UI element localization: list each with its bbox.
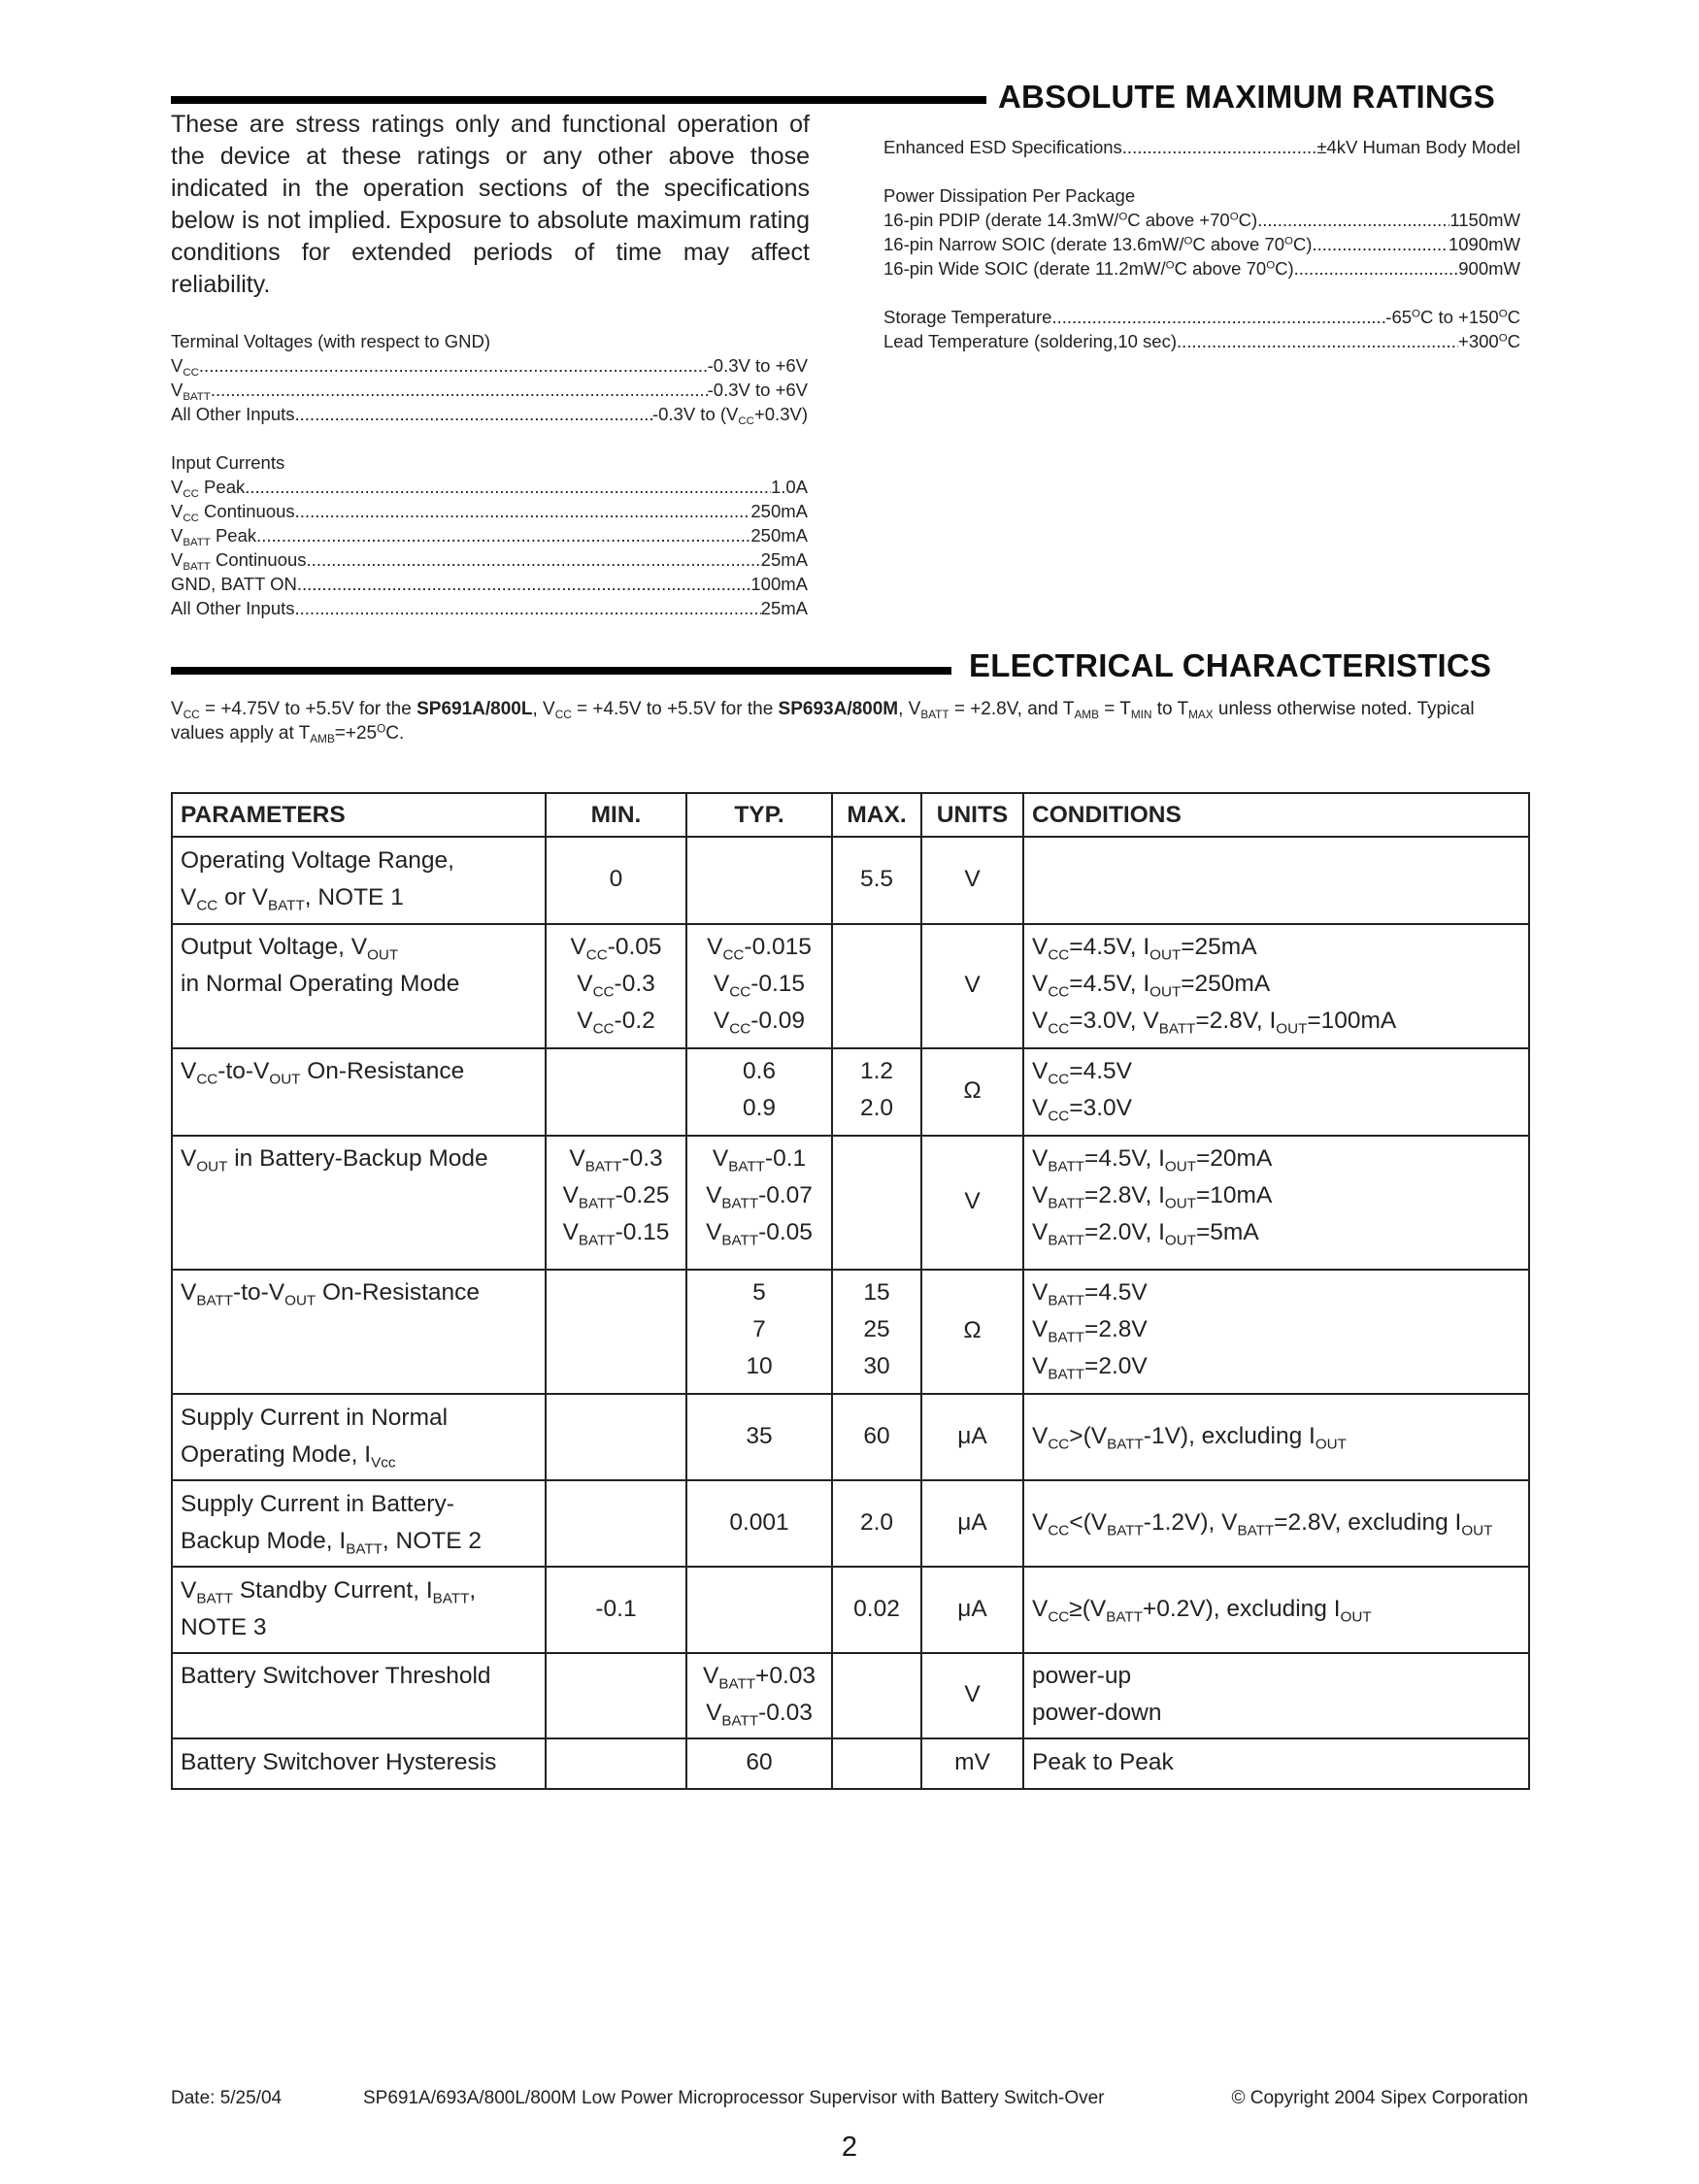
cell-typ: 60 bbox=[686, 1738, 832, 1789]
spec-line-narrow-soic: 16-pin Narrow SOIC (derate 13.6mW/$^O$C above $70^OC$) ..... 1090mW bbox=[883, 232, 1520, 256]
stress-ratings-text: These are stress ratings only and functional operation of the device at these ratings or any other above those indicated in the operation sections of the specifications below is not implied. Exposure to absolute maximum rating conditions for extended periods of time may affect reliability. bbox=[171, 111, 810, 298]
cell-typ bbox=[686, 837, 832, 924]
cell-max bbox=[832, 924, 921, 1048]
spec-line-vcc-continuous: $V_{CC}$ Continuous ..... 250mA bbox=[171, 499, 808, 523]
cell-units: V bbox=[921, 1136, 1023, 1270]
cell-conditions: power-up power-down bbox=[1023, 1653, 1529, 1738]
cell-max: 60 bbox=[832, 1394, 921, 1480]
cell-parameter: Output Voltage, $V_{OUT}$ in Normal Operating Mode bbox=[172, 924, 546, 1048]
spec-line-vbatt: $V_{BATT}$ ..... -0.3V to +6V bbox=[171, 378, 808, 402]
cell-conditions: Peak to Peak bbox=[1023, 1738, 1529, 1789]
footer-title: SP691A/693A/800L/800M Low Power Microprocessor Supervisor with Battery Switch-Over bbox=[363, 2088, 1105, 2108]
header-conditions: CONDITIONS bbox=[1023, 793, 1529, 837]
elec-char-rule bbox=[171, 667, 951, 675]
table-row bbox=[172, 1653, 1529, 1738]
cell-conditions: $V_{CC}<(V_{BATT}-1.2V)$, $V_{BATT}=2.8V$, excluding $I_{OUT}$ bbox=[1023, 1480, 1529, 1567]
cell-max: 0.02 bbox=[832, 1567, 921, 1653]
cell-min bbox=[546, 1653, 686, 1738]
esd-power-block bbox=[883, 135, 1520, 353]
cell-conditions bbox=[1023, 837, 1529, 924]
cell-parameter: Battery Switchover Threshold bbox=[172, 1653, 546, 1738]
cell-conditions: $V_{CC}=4.5V$, $I_{OUT}=25mA$ $V_{CC}=4.5V$, $I_{OUT}=250mA$ $V_{CC}=3.0V$, $V_{BATT}=2.8V$, $I_{OUT}=100mA$ bbox=[1023, 924, 1529, 1048]
cell-parameter: Supply Current in Battery- Backup Mode, $I_{BATT}$, NOTE 2 bbox=[172, 1480, 546, 1567]
spec-line-other-inputs: All Other Inputs ..... -0.3V to $(V_{CC}+0.3V)$ bbox=[171, 402, 808, 426]
abs-max-rule bbox=[171, 96, 986, 104]
cell-conditions: $V_{CC}>(V_{BATT}-1V)$, excluding $I_{OUT}$ bbox=[1023, 1394, 1529, 1480]
cell-max: 1.2 2.0 bbox=[832, 1048, 921, 1136]
cell-max bbox=[832, 1136, 921, 1270]
cell-conditions: $V_{BATT}=4.5V$, $I_{OUT}=20mA$ $V_{BATT}=2.8V$, $I_{OUT}=10mA$ $V_{BATT}=2.0V$, $I_{OUT}=5mA$ bbox=[1023, 1136, 1529, 1270]
cell-conditions: $V_{CC}=4.5V$ $V_{CC}=3.0V$ bbox=[1023, 1048, 1529, 1136]
spec-line-pdip: 16-pin PDIP (derate 14.3mW/$^O$C above $+70^OC$) ..... 1150mW bbox=[883, 208, 1520, 232]
table-row bbox=[172, 1394, 1529, 1480]
cell-max: 2.0 bbox=[832, 1480, 921, 1567]
spec-line-wide-soic: 16-pin Wide SOIC (derate 11.2mW/$^O$C above $70^OC$) ..... 900mW bbox=[883, 256, 1520, 281]
spec-line-vcc: $V_{CC}$ ..... -0.3V to +6V bbox=[171, 353, 808, 378]
cell-min: $V_{CC}-0.05$ $V_{CC}-0.3$ $V_{CC}-0.2$ bbox=[546, 924, 686, 1048]
cell-typ: $V_{BATT}+0.03$ $V_{BATT}-0.03$ bbox=[686, 1653, 832, 1738]
table-row bbox=[172, 924, 1529, 1048]
cell-min bbox=[546, 1048, 686, 1136]
terminal-voltages-header: Terminal Voltages (with respect to GND) bbox=[171, 331, 491, 351]
page-number: 2 bbox=[841, 2132, 858, 2163]
spec-line-storage-temp: Storage Temperature ..... $-65^OC$ to $+150^OC$ bbox=[883, 305, 1520, 329]
spec-line-gnd-batt-on: GND, BATT ON ..... 100mA bbox=[171, 572, 808, 596]
cell-units: μA bbox=[921, 1567, 1023, 1653]
table-header-row bbox=[172, 793, 1529, 837]
table-row bbox=[172, 1738, 1529, 1789]
cell-typ: 0.6 0.9 bbox=[686, 1048, 832, 1136]
cell-parameter: Supply Current in Normal Operating Mode, $I_{Vcc}$ bbox=[172, 1394, 546, 1480]
header-min: MIN. bbox=[546, 793, 686, 837]
spec-line-esd: Enhanced ESD Specifications ..... ±4kV Human Body Model bbox=[883, 135, 1520, 159]
cell-parameter: Battery Switchover Hysteresis bbox=[172, 1738, 546, 1789]
cell-units: V bbox=[921, 924, 1023, 1048]
cell-typ: 0.001 bbox=[686, 1480, 832, 1567]
cell-max bbox=[832, 1738, 921, 1789]
cell-min: $V_{BATT}-0.3$ $V_{BATT}-0.25$ $V_{BATT}-0.15$ bbox=[546, 1136, 686, 1270]
terminal-voltages-block bbox=[171, 329, 808, 620]
table-row bbox=[172, 1048, 1529, 1136]
cell-min: -0.1 bbox=[546, 1567, 686, 1653]
cell-conditions: $V_{BATT}=4.5V$ $V_{BATT}=2.8V$ $V_{BATT}=2.0V$ bbox=[1023, 1270, 1529, 1394]
cell-typ: 5 7 10 bbox=[686, 1270, 832, 1394]
cell-min bbox=[546, 1394, 686, 1480]
cell-max: 15 25 30 bbox=[832, 1270, 921, 1394]
spec-line-all-other-inputs: All Other Inputs ..... 25mA bbox=[171, 596, 808, 620]
cell-units: V bbox=[921, 1653, 1023, 1738]
cell-min: 0 bbox=[546, 837, 686, 924]
cell-parameter: $V_{BATT}$ Standby Current, $I_{BATT}$, NOTE 3 bbox=[172, 1567, 546, 1653]
cell-conditions: $V_{CC}\ge(V_{BATT}+0.2V)$, excluding $I_{OUT}$ bbox=[1023, 1567, 1529, 1653]
header-typ: TYP. bbox=[686, 793, 832, 837]
input-currents-header: Input Currents bbox=[171, 452, 285, 473]
elec-char-title: ELECTRICAL CHARACTERISTICS bbox=[969, 647, 1492, 683]
cell-max: 5.5 bbox=[832, 837, 921, 924]
footer-copyright: © Copyright 2004 Sipex Corporation bbox=[1231, 2088, 1528, 2108]
elec-char-note: $V_{CC} = +4.75V$ to +5.5V for the SP691A/800L, $V_{CC} = +4.5V$ to +5.5V for the SP693A/800M, $V_{BATT} = +2.8V$, and $T_{AMB} = T_{MIN}$ to $T_{MAX}$ unless otherwise noted. Typical values apply at $T_{AMB}=+25^OC$. bbox=[171, 699, 1475, 746]
cell-units: V bbox=[921, 837, 1023, 924]
header-units: UNITS bbox=[921, 793, 1023, 837]
table-row bbox=[172, 1480, 1529, 1567]
cell-parameter: $V_{OUT}$ in Battery-Backup Mode bbox=[172, 1136, 546, 1270]
header-parameters: PARAMETERS bbox=[172, 793, 546, 837]
cell-min bbox=[546, 1738, 686, 1789]
spec-line-vbatt-peak: $V_{BATT}$ Peak ..... 250mA bbox=[171, 523, 808, 547]
abs-max-title: ABSOLUTE MAXIMUM RATINGS bbox=[998, 79, 1495, 115]
table-row bbox=[172, 1136, 1529, 1270]
cell-parameter: $V_{CC}-to-V_{OUT}$ On-Resistance bbox=[172, 1048, 546, 1136]
cell-typ: 35 bbox=[686, 1394, 832, 1480]
cell-typ bbox=[686, 1567, 832, 1653]
cell-typ: $V_{BATT}-0.1$ $V_{BATT}-0.07$ $V_{BATT}-0.05$ bbox=[686, 1136, 832, 1270]
power-dissipation-header: Power Dissipation Per Package bbox=[883, 185, 1136, 206]
cell-units: mV bbox=[921, 1738, 1023, 1789]
table-row bbox=[172, 837, 1529, 924]
footer-date: Date: 5/25/04 bbox=[171, 2088, 283, 2108]
cell-parameter: $V_{BATT}-to-V_{OUT}$ On-Resistance bbox=[172, 1270, 546, 1394]
spec-line-lead-temp: Lead Temperature (soldering,10 sec) ..... $+300^OC$ bbox=[883, 329, 1520, 353]
cell-units: Ω bbox=[921, 1048, 1023, 1136]
table-row bbox=[172, 1270, 1529, 1394]
cell-parameter: Operating Voltage Range, $V_{CC}$ or $V_{BATT}$, NOTE 1 bbox=[172, 837, 546, 924]
electrical-characteristics-table bbox=[171, 792, 1530, 1790]
cell-typ: $V_{CC}-0.015$ $V_{CC}-0.15$ $V_{CC}-0.09$ bbox=[686, 924, 832, 1048]
cell-units: Ω bbox=[921, 1270, 1023, 1394]
cell-units: μA bbox=[921, 1480, 1023, 1567]
spec-line-vcc-peak: $V_{CC}$ Peak ..... 1.0A bbox=[171, 475, 808, 499]
cell-min bbox=[546, 1480, 686, 1567]
cell-units: μA bbox=[921, 1394, 1023, 1480]
cell-min bbox=[546, 1270, 686, 1394]
spec-line-vbatt-continuous: $V_{BATT}$ Continuous ..... 25mA bbox=[171, 547, 808, 572]
header-max: MAX. bbox=[832, 793, 921, 837]
cell-max bbox=[832, 1653, 921, 1738]
table-row bbox=[172, 1567, 1529, 1653]
